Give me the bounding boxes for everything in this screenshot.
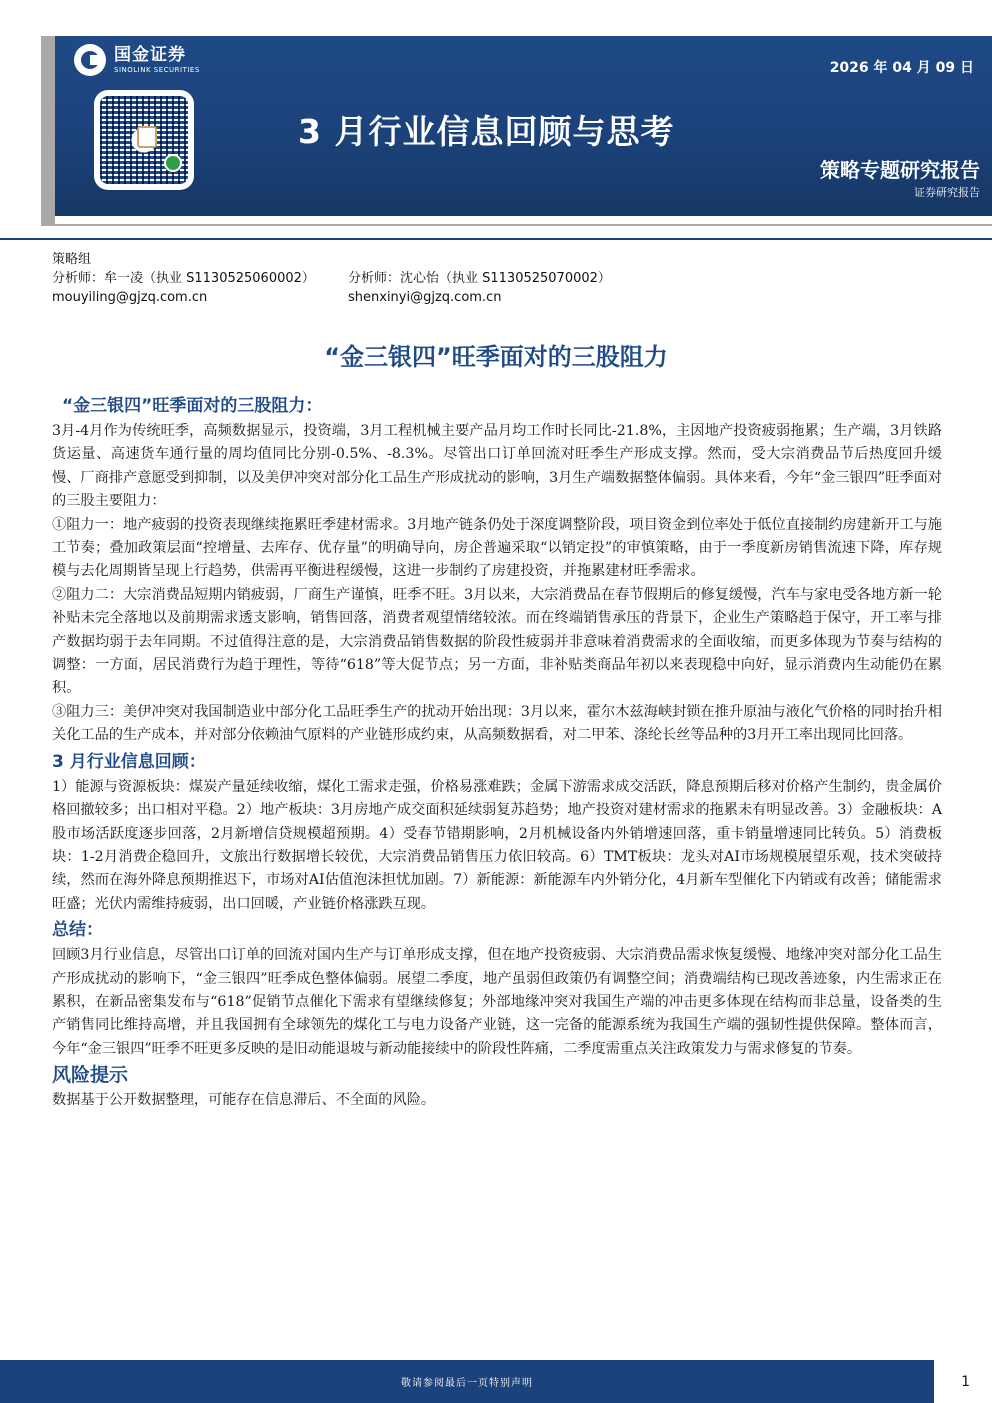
qr-code-icon — [94, 90, 194, 190]
paragraph: ②阻力二：大宗消费品短期内销疲弱，厂商生产谨慎，旺季不旺。3月以来，大宗消费品在春节假期后的修复缓慢，汽车与家电受各地方新一轮补贴未完全落地以及前期需求透支影响，销售回落，消费者观望情绪较浓。而在终端销售承压的背景下，企业生产策略趋于保守，开工率与排产数据均弱于去年同期。不过值得注意的是，大宗消费品销售数据的阶段性疲弱并非意味着消费需求的全面收缩，而更多体现为节奏与结构的调整：一方面，居民消费行为趋于理性，等待“618”等大促节点；另一方面，非补贴类商品年初以来表现稳中向好，显示消费内生动能仍在累积。 — [52, 586, 942, 697]
paragraph: ①阻力一：地产疲弱的投资表现继续拖累旺季建材需求。3月地产链条仍处于深度调整阶段，项目资金到位率处于低位直接制约房建新开工与施工节奏；叠加政策层面“控增量、去库存、优存量”的明确导向，房企普遍采取“以销定投”的审慎策略，由于一季度新房销售流速下降，库存规模与去化周期皆呈现上行趋势，供需再平衡进程缓慢，这进一步制约了房建投资，并拖累建材旺季需求。 — [52, 516, 942, 580]
page-number: 1 — [961, 1374, 970, 1390]
header-divider — [0, 238, 992, 240]
report-type: 策略专题研究报告 — [820, 158, 980, 182]
section-heading-review: 3 月行业信息回顾： — [52, 751, 206, 772]
qr-badge-icon — [164, 154, 182, 172]
footer-bar — [0, 1360, 934, 1403]
analyst-2: 分析师：沈心怡（执业 S1130525070002） — [348, 271, 611, 286]
paragraph: ③阻力三：美伊冲突对我国制造业中部分化工品旺季生产的扰动开始出现：3月以来，霍尔木兹海峡封锁在推升原油与液化气价格的同时抬升相关化工品的生产成本，并对部分依赖油气原料的产业链形成约束，从高频数据看，对二甲苯、涤纶长丝等品种的3月开工率出现同比回落。 — [52, 703, 942, 744]
analyst-group: 策略组 — [52, 252, 92, 267]
banner-stripe — [55, 216, 992, 224]
qr-center-logo-icon — [137, 126, 157, 148]
report-subtype: 证券研究报告 — [914, 186, 980, 199]
report-date: 2026 年 04 月 09 日 — [829, 60, 974, 76]
section-heading-summary: 总结： — [52, 920, 103, 941]
analyst-1-email[interactable]: mouyiling@gjzq.com.cn — [52, 290, 208, 305]
analyst-1: 分析师：牟一凌（执业 S1130525060002） — [52, 271, 315, 286]
analyst-block — [52, 250, 611, 307]
paragraph: 1）能源与资源板块：煤炭产量延续收缩，煤化工需求走强，价格易涨难跌；金属下游需求成交活跃，降息预期后移对价格产生制约，贵金属价格回撤较多；出口相对平稳。2）地产板块：3月房地产成交面积延续弱复苏趋势；地产投资对建材需求的拖累未有明显改善。3）金融板块：A股市场活跃度逐步回落，2月新增信贷规模超预期。4）受春节错期影响，2月机械设备内外销增速回落，重卡销量增速同比转负。5）消费板块：1-2月消费企稳回升，文旅出行数据增长较优，大宗消费品销售压力依旧较高。6）TMT板块：龙头对AI市场规模展望乐观，技术突破持续，然而在海外降息预期推迟下，市场对AI估值泡沫担忧加剧。7）新能源：新能源车内外销分化，4月新车型催化下内销或有改善；储能需求旺盛；光伏内需维持疲弱，出口回暖，产业链价格涨跌互现。 — [52, 778, 942, 912]
company-logo — [74, 44, 200, 76]
disclaimer-note[interactable]: 敬请参阅最后一页特别声明 — [401, 1378, 533, 1389]
logo-cn-text: 国金证券 — [114, 44, 186, 65]
analyst-2-email[interactable]: shenxinyi@gjzq.com.cn — [348, 290, 502, 305]
section-heading-risk: 风险提示 — [52, 1064, 129, 1087]
section-heading-resistance: “金三银四”旺季面对的三股阻力： — [62, 396, 323, 416]
report-title: 3 月行业信息回顾与思考 — [298, 112, 675, 151]
article-headline: “金三银四”旺季面对的三股阻力 — [324, 343, 668, 371]
paragraph: 数据基于公开数据整理，可能存在信息滞后、不全面的风险。 — [52, 1092, 436, 1109]
paragraph: 回顾3月行业信息，尽管出口订单的回流对国内生产与订单形成支撑，但在地产投资疲弱、大宗消费品需求恢复缓慢、地缘冲突对部分化工品生产形成扰动的影响下，“金三银四”旺季成色整体偏弱。展望二季度，地产虽弱但政策仍有调整空间；消费端结构已现改善迹象，内生需求正在累积，在新品密集发布与“618”促销节点催化下需求有望继续修复；外部地缘冲突对我国生产端的冲击更多体现在结构而非总量，设备类的生产销售同比维持高增，并且我国拥有全球领先的煤化工与电力设备产业链，这一完备的能源系统为我国生产端的强韧性提供保障。整体而言，今年“金三银四”旺季不旺更多反映的是旧动能退坡与新动能接续中的阶段性阵痛，二季度需重点关注政策发力与需求修复的节奏。 — [52, 947, 942, 1057]
logo-en-text: SINOLINK SECURITIES — [114, 65, 200, 74]
paragraph: 3月-4月作为传统旺季，高频数据显示，投资端，3月工程机械主要产品月均工作时长同比-21.8%，主因地产投资疲弱拖累；生产端，3月铁路货运量、高速货车通行量的周均值同比分别-0.5%、-8.3%。尽管出口订单回流对旺季生产形成支撑。然而，受大宗消费品节后热度回升缓慢、厂商排产意愿受到抑制，以及美伊冲突对部分化工品生产形成扰动的影响，3月生产端数据整体偏弱。具体来看，今年“金三银四”旺季面对的三股主要阻力： — [52, 423, 942, 510]
report-body — [52, 392, 942, 1113]
logo-icon — [74, 44, 106, 76]
